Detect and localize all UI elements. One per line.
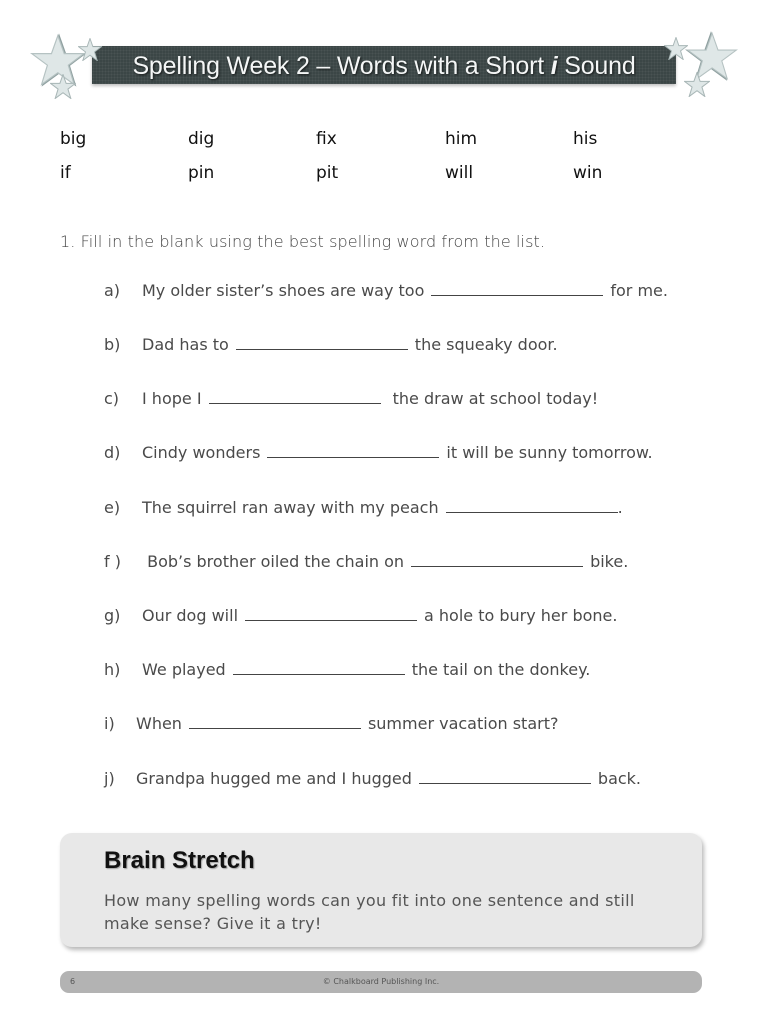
item-letter: d)	[104, 443, 121, 462]
exercise-item-g	[104, 601, 617, 625]
item-text-before: My older sister’s shoes are way too	[142, 281, 425, 300]
spelling-word: win	[573, 163, 603, 183]
spelling-word: dig	[188, 129, 215, 149]
item-text-after: a hole to bury her bone.	[424, 606, 618, 625]
item-text-before: The squirrel ran away with my peach	[142, 498, 439, 517]
item-text-after: back.	[597, 769, 642, 788]
item-letter: f )	[104, 552, 121, 571]
copyright-text: © Chalkboard Publishing Inc.	[322, 977, 440, 986]
brain-stretch-box	[60, 833, 702, 947]
spelling-word: fix	[316, 129, 337, 149]
answer-blank[interactable]	[419, 783, 591, 784]
item-text-before: Cindy wonders	[142, 443, 261, 462]
spelling-word: him	[445, 129, 478, 149]
item-text-after: the squeaky door.	[414, 335, 558, 354]
exercise-item-a	[104, 276, 668, 300]
exercise-instruction: 1. Fill in the blank using the best spelling word from the list.	[60, 232, 546, 251]
item-text-after: bike.	[590, 552, 629, 571]
item-text-before: Our dog will	[142, 606, 239, 625]
answer-blank[interactable]	[431, 295, 603, 296]
item-text-after: it will be sunny tomorrow.	[446, 443, 653, 462]
exercise-item-c	[104, 384, 598, 408]
spelling-word: if	[60, 163, 71, 183]
page-number: 6	[70, 977, 76, 986]
title-banner	[0, 0, 762, 110]
star-icon	[684, 72, 710, 97]
title-emphasis: i	[550, 52, 558, 80]
title-text: Spelling Week 2 – Words with a Short	[132, 52, 551, 80]
item-letter: b)	[104, 335, 121, 354]
item-letter: a)	[104, 281, 121, 300]
item-text-before: Dad has to	[142, 335, 229, 354]
item-letter: c)	[104, 389, 120, 408]
item-text-before: We played	[142, 660, 226, 679]
item-text-before: Grandpa hugged me and I hugged	[136, 769, 412, 788]
item-letter: e)	[104, 498, 121, 517]
star-icon	[50, 74, 76, 99]
item-text-after: the draw at school today!	[387, 389, 599, 408]
item-letter: i)	[104, 714, 115, 733]
spelling-word: pit	[316, 163, 339, 183]
item-letter: j)	[104, 769, 115, 788]
exercise-item-b	[104, 330, 558, 354]
page-footer	[60, 971, 702, 993]
answer-blank[interactable]	[446, 512, 618, 513]
answer-blank[interactable]	[209, 403, 381, 404]
exercise-item-d	[104, 438, 653, 462]
answer-blank[interactable]	[411, 566, 583, 567]
item-text-after: .	[617, 498, 623, 517]
exercise-item-h	[104, 655, 590, 679]
exercise-item-i	[104, 709, 558, 733]
item-letter: h)	[104, 660, 121, 679]
item-text-after: summer vacation start?	[367, 714, 559, 733]
spelling-word: will	[445, 163, 474, 183]
answer-blank[interactable]	[233, 674, 405, 675]
answer-blank[interactable]	[267, 457, 439, 458]
item-text-before: Bob’s brother oiled the chain on	[142, 552, 405, 571]
item-text-after: for me.	[610, 281, 668, 300]
item-text-after: the tail on the donkey.	[411, 660, 591, 679]
answer-blank[interactable]	[236, 349, 408, 350]
brain-stretch-title: Brain Stretch	[104, 847, 255, 874]
exercise-item-e	[104, 493, 623, 517]
item-letter: g)	[104, 606, 121, 625]
title-text-suffix: Sound	[557, 52, 636, 80]
spelling-word: big	[60, 129, 87, 149]
exercise-item-j	[104, 764, 641, 788]
spelling-word: his	[573, 129, 598, 149]
spelling-word: pin	[188, 163, 215, 183]
page-title	[92, 46, 676, 84]
answer-blank[interactable]	[189, 728, 361, 729]
item-text-before: When	[136, 714, 182, 733]
item-text-before: I hope I	[142, 389, 202, 408]
exercise-item-f	[104, 547, 628, 571]
answer-blank[interactable]	[245, 620, 417, 621]
brain-stretch-text: How many spelling words can you fit into one sentence and still make sense? Give it a try!	[104, 891, 635, 933]
